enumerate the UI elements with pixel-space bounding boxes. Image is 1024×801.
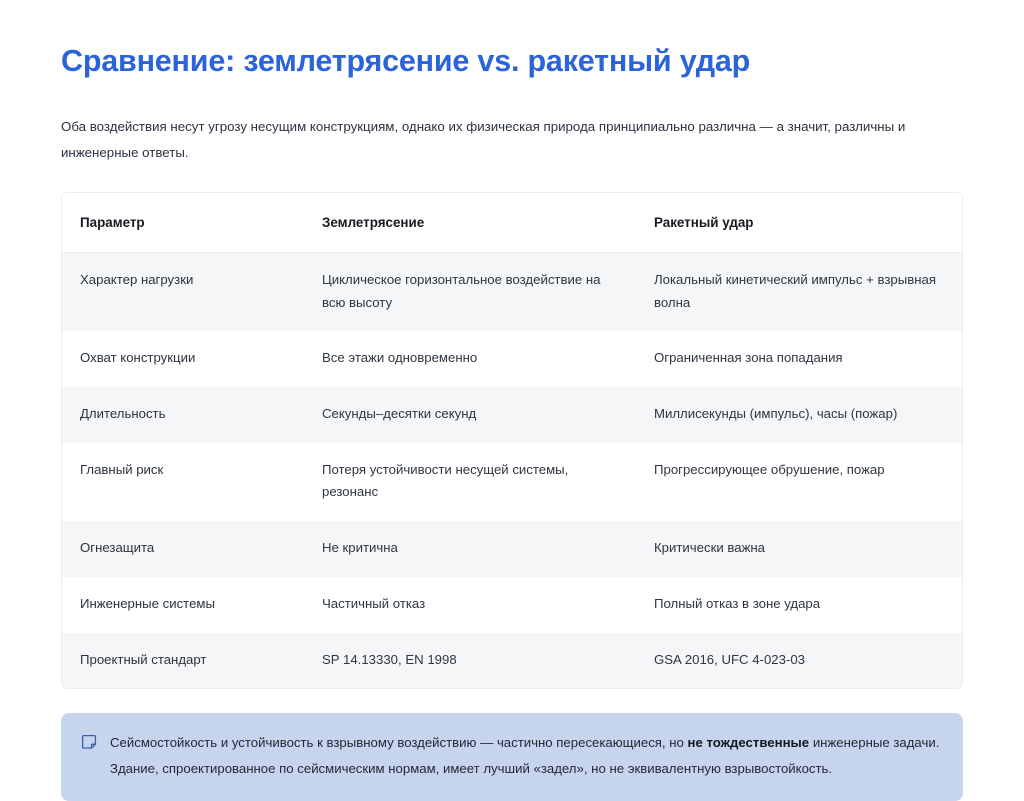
table-body — [62, 252, 963, 688]
table-header-row — [62, 193, 963, 253]
table-row — [62, 331, 963, 387]
table-row — [62, 521, 963, 577]
cell-missile: Прогрессирующее обрушение, пожар — [636, 443, 963, 521]
cell-parameter: Охват конструкции — [62, 331, 304, 387]
cell-missile: Локальный кинетический импульс + взрывная волна — [636, 252, 963, 331]
table-header — [62, 193, 963, 253]
cell-parameter: Огнезащита — [62, 521, 304, 577]
cell-missile: Критически важна — [636, 521, 963, 577]
comparison-table — [62, 193, 963, 688]
note-text-part2: инженерные задачи. Здание, спроектированное по сейсмическим нормам, имеет лучший «задел», но не эквивалентную взрывостойкость. — [110, 735, 940, 777]
cell-earthquake: Потеря устойчивости несущей системы, резонанс — [304, 443, 636, 521]
table-row — [62, 577, 963, 633]
note-text-emphasis: не тождественные — [687, 735, 810, 751]
table-row — [62, 252, 963, 331]
cell-missile: Миллисекунды (импульс), часы (пожар) — [636, 387, 963, 443]
table-row — [62, 633, 963, 689]
column-header-parameter: Параметр — [62, 193, 304, 253]
cell-earthquake: Не критична — [304, 521, 636, 577]
comparison-table-container — [61, 192, 963, 689]
cell-parameter: Проектный стандарт — [62, 633, 304, 689]
page-title: Сравнение: землетрясение vs. ракетный удар — [61, 44, 751, 78]
cell-earthquake: SP 14.13330, EN 1998 — [304, 633, 636, 689]
intro-paragraph: Оба воздействия несут угрозу несущим конструкциям, однако их физическая природа принципиально различна — а значит, различны и инженерные ответы. — [61, 118, 906, 160]
column-header-missile: Ракетный удар — [636, 193, 963, 253]
table-row — [62, 387, 963, 443]
cell-earthquake: Частичный отказ — [304, 577, 636, 633]
cell-missile: Полный отказ в зоне удара — [636, 577, 963, 633]
cell-earthquake: Секунды–десятки секунд — [304, 387, 636, 443]
note-callout — [61, 713, 963, 801]
cell-parameter: Инженерные системы — [62, 577, 304, 633]
table-row — [62, 443, 963, 521]
cell-earthquake: Все этажи одновременно — [304, 331, 636, 387]
cell-missile: GSA 2016, UFC 4-023-03 — [636, 633, 963, 689]
cell-parameter: Главный риск — [62, 443, 304, 521]
cell-earthquake: Циклическое горизонтальное воздействие на всю высоту — [304, 252, 636, 331]
column-header-earthquake: Землетрясение — [304, 193, 636, 253]
note-icon — [81, 734, 97, 750]
cell-parameter: Длительность — [62, 387, 304, 443]
cell-parameter: Характер нагрузки — [62, 252, 304, 331]
cell-missile: Ограниченная зона попадания — [636, 331, 963, 387]
note-text-part1: Сейсмостойкость и устойчивость к взрывному воздействию — частично пересекающиеся, но — [110, 735, 688, 751]
note-callout-text — [110, 730, 941, 782]
